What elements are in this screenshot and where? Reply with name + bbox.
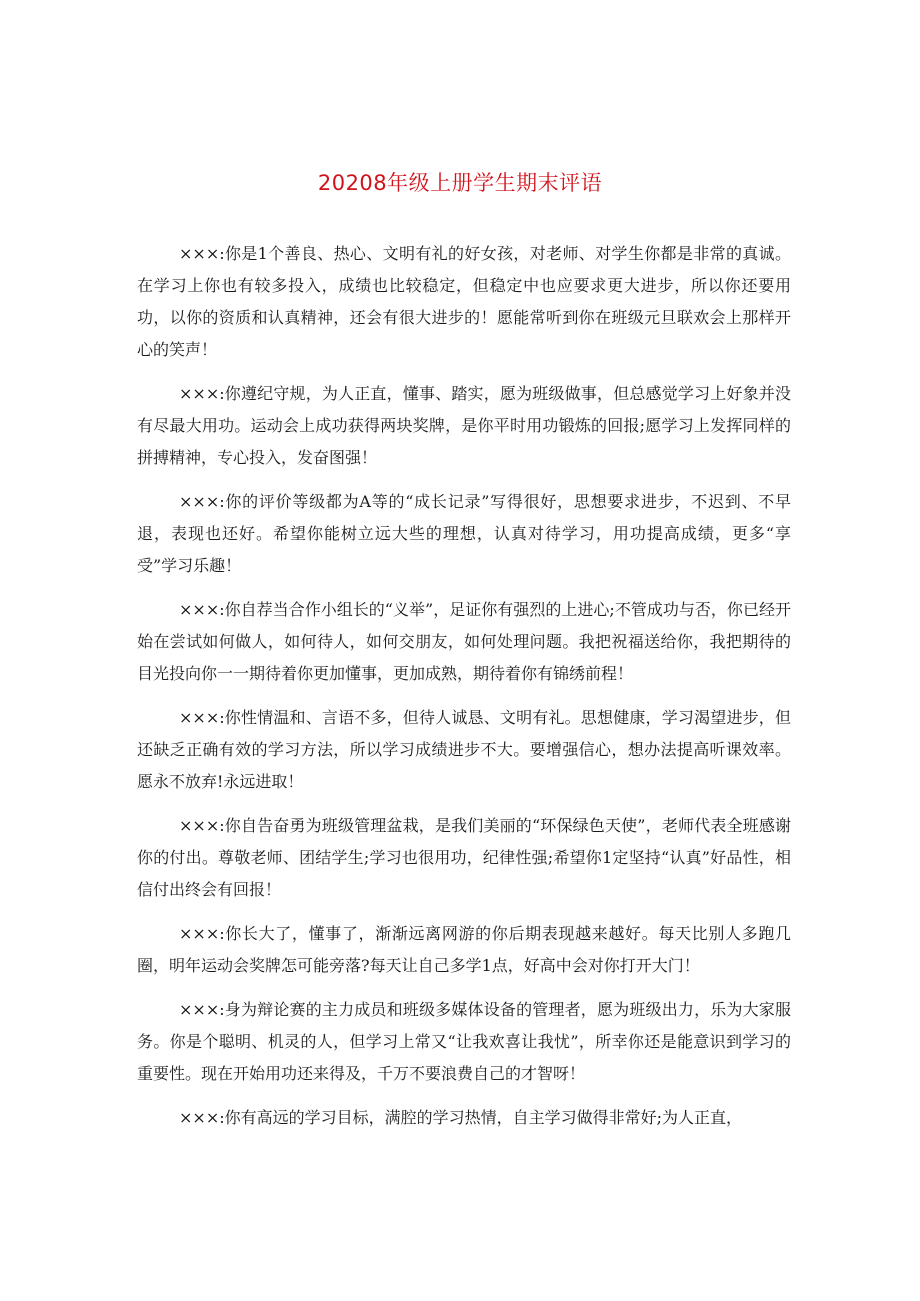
comment-paragraph-2: ×××:你遵纪守规，为人正直，懂事、踏实，愿为班级做事，但总感觉学习上好象并没有尽最大用功。运动会上成功获得两块奖牌，是你平时用功锻炼的回报;愿学习上发挥同样的拼搏精神，专心投入，发奋图强！ xyxy=(137,384,791,467)
comment-paragraph-4: ×××:你自荐当合作小组长的“义举”，足证你有强烈的上进心;不管成功与否，你已经开始在尝试如何做人，如何待人，如何交朋友，如何处理问题。我把祝福送给你，我把期待的目光投向你一一期待着你更加懂事，更加成熟，期待着你有锦绣前程！ xyxy=(137,600,791,683)
comment-paragraph-6: ×××:你自告奋勇为班级管理盆栽，是我们美丽的“环保绿色天使”，老师代表全班感谢你的付出。尊敬老师、团结学生;学习也很用功，纪律性强;希望你1定坚持“认真”好品性，相信付出终会有回报！ xyxy=(137,816,791,899)
comment-paragraph-7: ×××:你长大了，懂事了，渐渐远离网游的你后期表现越来越好。每天比别人多跑几圈，明年运动会奖牌怎可能旁落?每天让自己多学1点，好高中会对你打开大门！ xyxy=(137,924,791,975)
document-title: 20208年级上册学生期末评语 xyxy=(317,171,603,195)
document-body xyxy=(137,238,791,1146)
comment-paragraph-9: ×××:你有高远的学习目标，满腔的学习热情，自主学习做得非常好;为人正直， xyxy=(179,1108,743,1127)
comment-paragraph-8: ×××:身为辩论赛的主力成员和班级多媒体设备的管理者，愿为班级出力，乐为大家服务。你是个聪明、机灵的人，但学习上常又“让我欢喜让我忧”，所幸你还是能意识到学习的重要性。现在开始用功还来得及，千万不要浪费自己的才智呀！ xyxy=(137,1000,791,1083)
comment-paragraph-5: ×××:你性情温和、言语不多，但待人诚恳、文明有礼。思想健康，学习渴望进步，但还缺乏正确有效的学习方法，所以学习成绩进步不大。要增强信心，想办法提高听课效率。愿永不放弃!永远进取！ xyxy=(137,708,791,791)
comment-paragraph-3: ×××:你的评价等级都为A等的“成长记录”写得很好，思想要求进步，不迟到、不早退，表现也还好。希望你能树立远大些的理想，认真对待学习，用功提高成绩，更多“享受”学习乐趣！ xyxy=(137,492,791,575)
comment-paragraph-1: ×××:你是1个善良、热心、文明有礼的好女孩，对老师、对学生你都是非常的真诚。在学习上你也有较多投入，成绩也比较稳定，但稳定中也应要求更大进步，所以你还要用功，以你的资质和认真精神，还会有很大进步的！愿能常听到你在班级元旦联欢会上那样开心的笑声！ xyxy=(137,244,791,359)
